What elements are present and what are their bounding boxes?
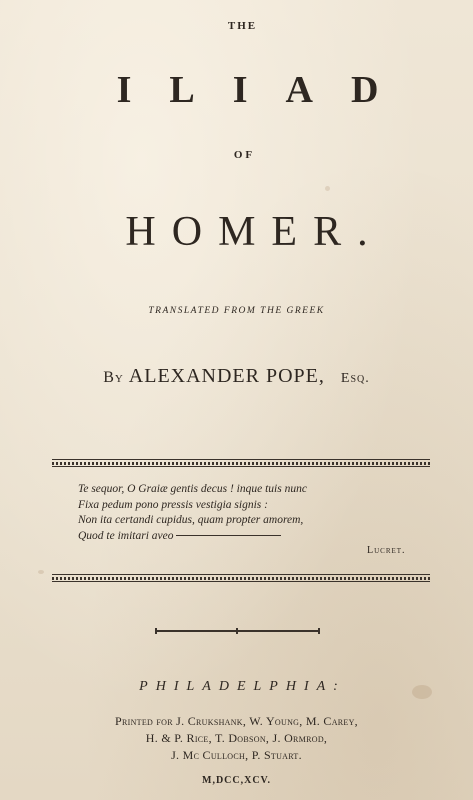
ornament-tick <box>318 628 320 634</box>
epigraph-line: Fixa pedum pono pressis vestigia signis : <box>78 498 268 511</box>
author-line <box>0 365 473 388</box>
author-prefix: By <box>103 369 124 386</box>
iliad-title: ILIAD <box>116 69 417 111</box>
epigraph-line: Quod te imitari aveo <box>78 529 174 542</box>
rule-line <box>52 581 430 582</box>
epigraph-last-line <box>78 529 428 545</box>
epigraph-line: Non ita certandi cupidus, quam propter amorem, <box>78 514 304 526</box>
printers-line: J. Mc Culloch, P. Stuart. <box>171 748 302 762</box>
foxing-stain <box>38 570 44 574</box>
ornamental-rule <box>155 629 320 633</box>
of-heading: OF <box>233 149 256 161</box>
author-name: ALEXANDER POPE, <box>128 365 325 387</box>
printers-line: H. & P. Rice, T. Dobson, J. Ormrod, <box>145 731 328 745</box>
ornament-tick <box>155 628 157 634</box>
top-double-rule <box>52 459 430 467</box>
rule-line <box>52 466 430 467</box>
epigraph-line: Te sequor, O Graiæ gentis decus ! inque tuis nunc <box>78 483 307 495</box>
bottom-double-rule <box>52 574 430 582</box>
epigraph <box>78 482 428 544</box>
imprint-printers <box>0 713 473 764</box>
foxing-stain <box>325 186 330 191</box>
author-suffix: Esq. <box>340 371 370 386</box>
ornament-tick <box>236 628 238 634</box>
homer-title: HOMER. <box>125 209 384 255</box>
epigraph-dash <box>176 535 281 536</box>
imprint-city: PHILADELPHIA: <box>139 679 346 694</box>
translated-subtitle: TRANSLATED FROM THE GREEK <box>148 306 325 316</box>
the-heading: THE <box>227 20 258 32</box>
epigraph-attribution: Lucret. <box>367 545 406 556</box>
imprint-date: M,DCC,XCV. <box>202 775 271 786</box>
printers-line: Printed for J. Crukshank, W. Young, M. Carey, <box>115 714 358 728</box>
